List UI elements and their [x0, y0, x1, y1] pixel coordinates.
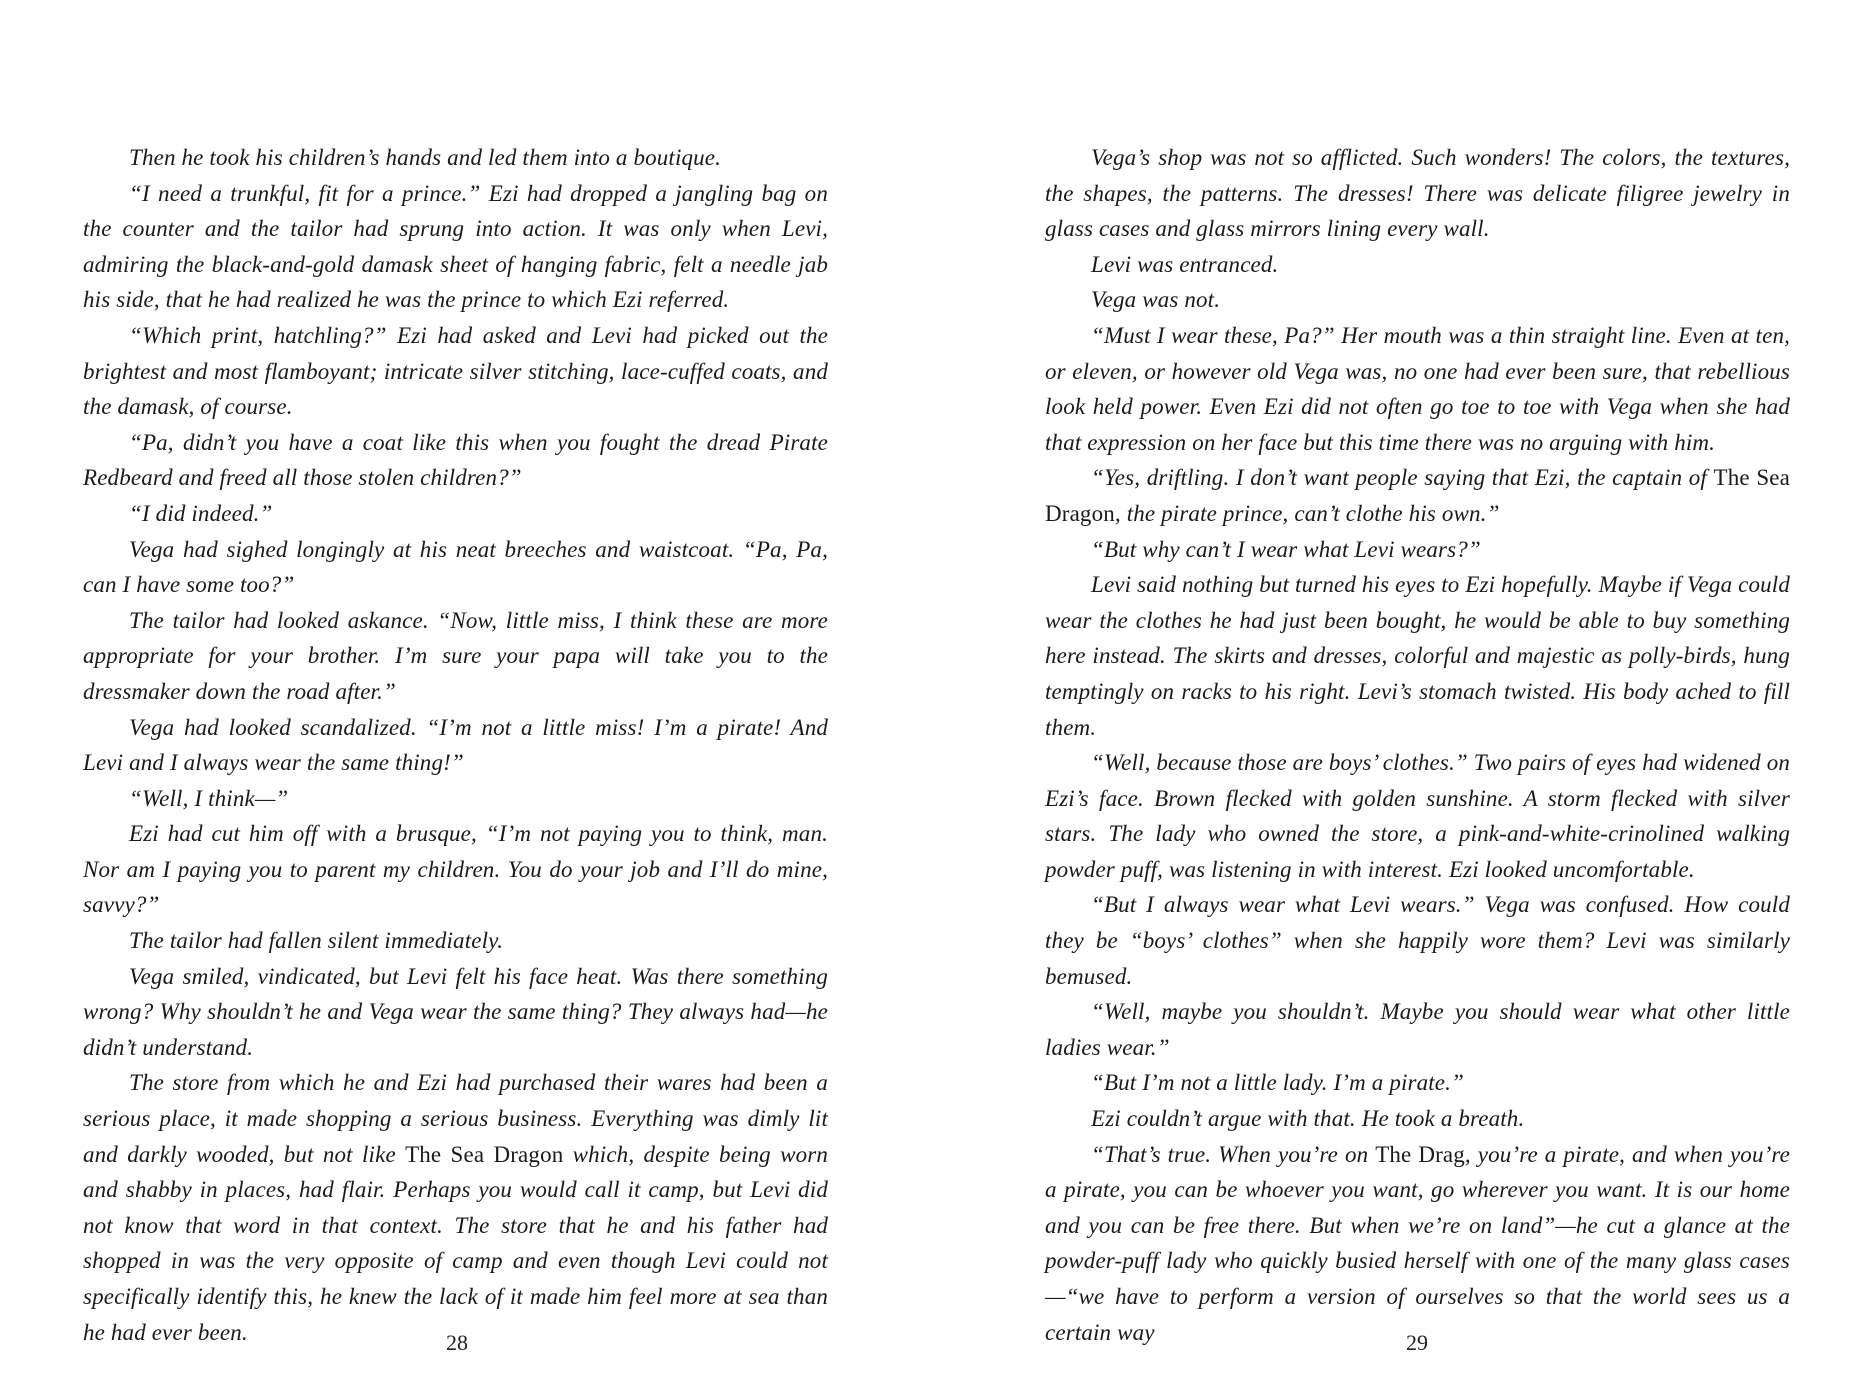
left-page-text [83, 140, 828, 1350]
paragraph: “Well, maybe you shouldn’t. Maybe you should wear what other little ladies wear.” [1045, 999, 1790, 1060]
store-paragraph [83, 1065, 828, 1350]
paragraph: Ezi had cut him off with a brusque, “I’m not paying you to think, man. Nor am I paying you to parent my children. You do your job and I’ll do mine, savvy?” [83, 821, 828, 918]
paragraph: Vega was not. [1091, 287, 1221, 313]
paragraph: “Must I wear these, Pa?” Her mouth was a thin straight line. Even at ten, or eleven, or however old Vega was, no one had ever been sure, that rebellious look held power. Even Ezi did not often go toe to toe with Vega when she had that expression on her face but this time there was no arguing with him. [1045, 322, 1790, 455]
right-page-text [1045, 140, 1790, 1350]
paragraph: Vega smiled, vindicated, but Levi felt his face heat. Was there something wrong? Why shouldn’t he and Vega wear the same thing? They always had—he didn’t understand. [83, 963, 828, 1060]
paragraph: “But I always wear what Levi wears.” Vega was confused. How could they be “boys’ clothes” when she happily wore them? Levi was similarly bemused. [1045, 892, 1790, 989]
text-run: The store from which he and Ezi had purchased their wares had been a serious place, it made shopping a serious business. Everything was dimly lit and darkly wooded, but not like [83, 1070, 828, 1167]
paragraph: “I need a trunkful, fit for a prince.” Ezi had dropped a jangling bag on the counter and the tailor had sprung into action. It was only when Levi, admiring the black-and-gold damask sheet of hanging fabric, felt a needle jab his side, that he had realized he was the prince to which Ezi referred. [83, 180, 828, 313]
text-run: , you’re a pirate, and when you’re a pirate, you can be whoever you want, go wherever you want. It is our home and you can be free there. But when we’re on land”—he cut a glance at the powder-puff lady who quickly busied herself with one of the many glass cases—“we have to perform a version of ourselves so that the world sees us a certain way [1045, 1141, 1791, 1345]
paragraph: “But I’m not a little lady. I’m a pirate.” [1091, 1070, 1464, 1096]
paragraph: Vega had sighed longingly at his neat breeches and waistcoat. “Pa, Pa, can I have some too?” [83, 536, 828, 598]
paragraph: Ezi couldn’t argue with that. He took a breath. [1091, 1106, 1525, 1132]
driftling-paragraph [1045, 460, 1790, 531]
paragraph: “Pa, didn’t you have a coat like this when you fought the dread Pirate Redbeard and freed all those stolen children?” [83, 429, 828, 491]
text-run: “Yes, driftling. I don’t want people saying that Ezi, the captain of [1091, 465, 1714, 491]
paragraph: The tailor had looked askance. “Now, little miss, I think these are more appropriate for your brother. I’m sure your papa will take you to the dressmaker down the road after.” [83, 607, 828, 704]
text-run: “That’s true. When you’re on [1091, 1141, 1376, 1167]
paragraph: Levi was entranced. [1091, 251, 1279, 277]
drag-paragraph [1045, 1137, 1790, 1351]
paragraph: Vega’s shop was not so afflicted. Such wonders! The colors, the textures, the shapes, the patterns. The dresses! There was delicate filigree jewelry in glass cases and glass mirrors lining every wall. [1045, 145, 1790, 242]
paragraph: “But why can’t I wear what Levi wears?” [1091, 536, 1481, 562]
ship-name: The Drag [1375, 1141, 1465, 1167]
paragraph: “I did indeed.” [129, 500, 273, 526]
paragraph: “Well, I think—” [129, 785, 289, 811]
ship-name: The Sea Dragon [405, 1141, 564, 1167]
paragraph: “Well, because those are boys’ clothes.” Two pairs of eyes had widened on Ezi’s face. Brown flecked with golden sunshine. A storm flecked with silver stars. The lady who owned the store, a pink-and-white-crinolined walking powder puff, was listening in with interest. Ezi looked uncomfortable. [1045, 750, 1790, 882]
paragraph: Then he took his children’s hands and led them into a boutique. [129, 145, 722, 170]
paragraph: “Which print, hatchling?” Ezi had asked and Levi had picked out the brightest and most flamboyant; intricate silver stitching, lace-cuffed coats, and the damask, of course. [83, 322, 828, 420]
paragraph: Levi said nothing but turned his eyes to Ezi hopefully. Maybe if Vega could wear the clothes he had just been bought, he would be able to buy something here instead. The skirts and dresses, colorful and majestic as polly-birds, hung temptingly on racks to his right. Levi’s stomach twisted. His body ached to fill them. [1045, 572, 1790, 740]
text-run: which, despite being worn and shabby in places, had flair. Perhaps you would call it camp, but Levi did not know that word in that context. The store that he and his father had shopped in was the very opposite of camp and even though Levi could not specifically identify this, he knew the lack of it made him feel more at sea than he had ever been. [83, 1141, 828, 1345]
text-run: , the pirate prince, can’t clothe his own.” [1114, 500, 1500, 526]
paragraph: Vega had looked scandalized. “I’m not a little miss! I’m a pirate! And Levi and I always wear the same thing!” [83, 714, 828, 776]
ship-name: The Sea Dragon [1045, 465, 1790, 526]
page-number-left: 28 [446, 1330, 468, 1355]
page-number-right: 29 [1406, 1330, 1428, 1355]
paragraph: The tailor had fallen silent immediately. [129, 928, 504, 954]
